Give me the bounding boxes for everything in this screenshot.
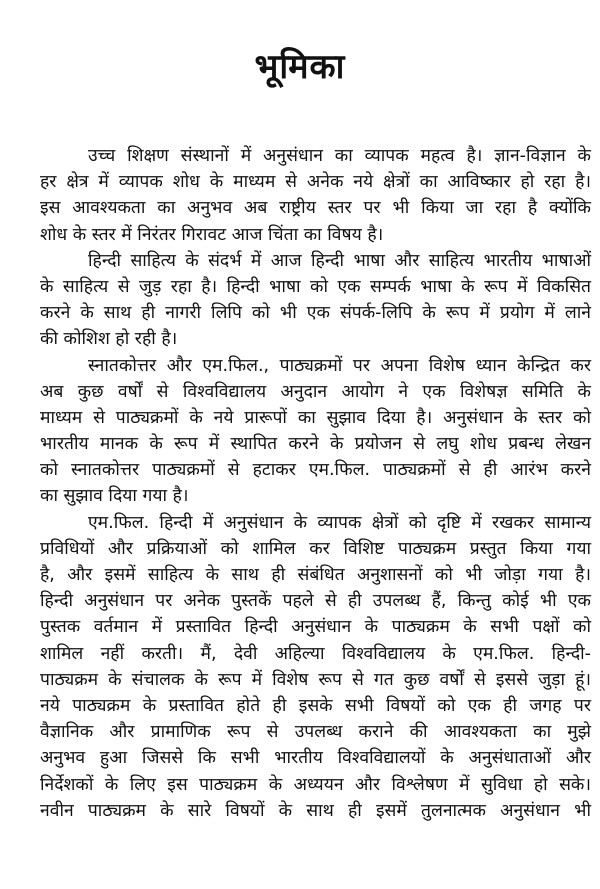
text-line: पाठ्यक्रम के संचालक के रूप में विशेष रूप से गत कुछ वर्षों से इससे जुड़ा हूं। [40,669,591,690]
document-body [40,143,591,824]
text-line: भारतीय मानक के रूप में स्थापित करने के प्रयोजन से लघु शोध प्रबन्ध लेखन [40,434,591,455]
text-line: वैज्ञानिक और प्रामाणिक रूप से उपलब्ध कराने की आवश्यकता का मुझे [40,722,591,743]
text-line: नये पाठ्यक्रम के प्रस्तावित होते ही इसके सभी विषयों को एक ही जगह पर [40,695,591,716]
text-line: माध्यम से पाठ्यक्रमों के नये प्रारूपों का सुझाव दिया है। अनुसंधान के स्तर को [40,407,591,428]
text-line: स्नातकोत्तर और एम.फिल., पाठ्यक्रमों पर अपना विशेष ध्यान केन्द्रित कर [88,355,591,376]
text-line: का सुझाव दिया गया है। [40,486,189,507]
text-line: पुस्तक वर्तमान में प्रस्तावित हिन्दी अनुसंधान के पाठ्यक्रम के सभी पक्षों को [40,617,591,638]
text-line: एम.फिल. हिन्दी में अनुसंधान के व्यापक क्षेत्रों को दृष्टि में रखकर सामान्य [88,512,591,533]
text-line: नवीन पाठ्यक्रम के सारे विषयों के साथ ही इसमें तुलनात्मक अनुसंधान भी [40,800,591,821]
text-line: शामिल नहीं करती। मैं, देवी अहिल्या विश्वविद्यालय के एम.फिल. हिन्दी- [40,643,591,664]
text-line: करने के साथ ही नागरी लिपि को भी एक संपर्क-लिपि के रूप में प्रयोग में लाने [40,303,591,324]
text-line: है, और इसमें साहित्य के साथ ही संबंधित अनुशासनों को भी जोड़ा गया है। [40,565,591,585]
text-line: इस आवश्यकता का अनुभव अब राष्ट्रीय स्तर पर भी किया जा रहा है क्योंकि [40,198,591,219]
text-line: हर क्षेत्र में व्यापक शोध के माध्यम से अनेक नये क्षेत्रों का आविष्कार हो रहा है। [40,172,591,193]
text-line: निर्देशकों के लिए इस पाठ्यक्रम के अध्ययन और विश्लेषण में सुविधा हो सके। [40,774,591,795]
text-line: की कोशिश हो रही है। [40,329,178,350]
text-line: उच्च शिक्षण संस्थानों में अनुसंधान का व्यापक महत्व है। ज्ञान-विज्ञान के [88,146,591,166]
text-line: के साहित्य से जुड़ रहा है। हिन्दी भाषा को एक सम्पर्क भाषा के रूप में विकसित [40,276,591,297]
text-line: को स्नातकोत्तर पाठ्यक्रमों से हटाकर एम.फिल. पाठ्यक्रमों से ही आरंभ करने [40,460,591,481]
text-line: प्रविधियों और प्रक्रियाओं को शामिल कर विशिष्ट पाठ्यक्रम प्रस्तुत किया गया [40,538,591,559]
text-line: शोध के स्तर में निरंतर गिरावट आज चिंता का विषय है। [40,224,384,245]
text-line: अनुभव हुआ जिससे कि सभी भारतीय विश्वविद्यालयों के अनुसंधाताओं और [40,748,591,769]
text-line: हिन्दी साहित्य के संदर्भ में आज हिन्दी भाषा और साहित्य भारतीय भाषाओं [88,250,591,271]
text-line: हिन्दी अनुसंधान पर अनेक पुस्तकें पहले से ही उपलब्ध हैं, किन्तु कोई भी एक [40,591,591,612]
text-line: अब कुछ वर्षों से विश्वविद्यालय अनुदान आयोग ने एक विशेषज्ञ समिति के [40,381,591,402]
page-title: भूमिका [254,47,346,87]
